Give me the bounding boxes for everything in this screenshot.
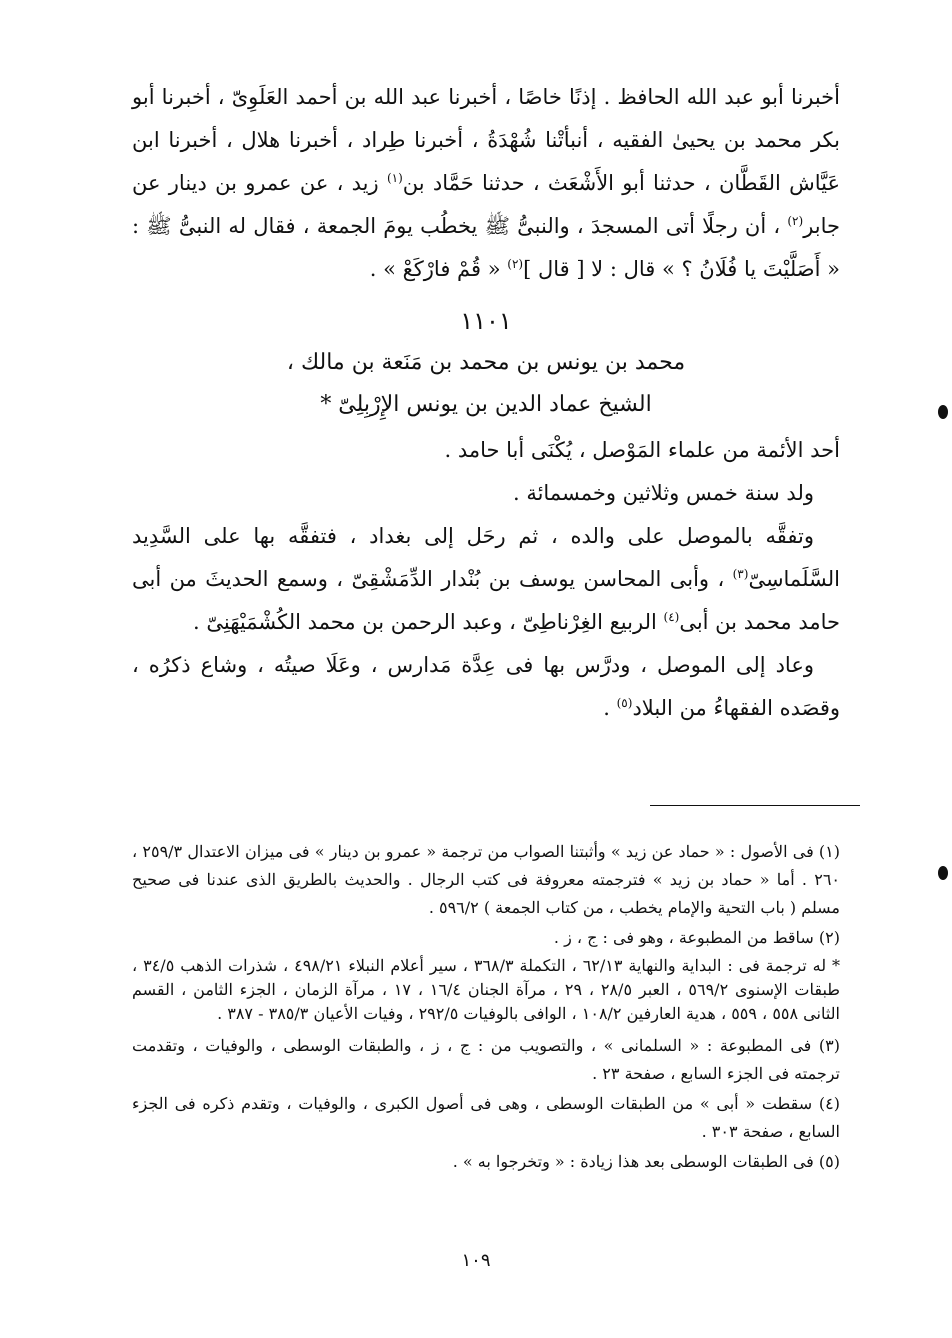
text-span: ، وأبى المحاسن يوسف بن بُنْدار الدِّمَشْقِىّ ، وسمع الحديثَ من أبى حامد محمد بن أبى	[132, 567, 840, 634]
entry-title: الشيخ عماد الدين بن يونس الإِرْبِلِىّ *	[320, 392, 652, 417]
hadith-paragraph	[132, 76, 840, 291]
footnote-5: (٥) فى الطبقات الوسطى بعد هذا زيادة : « وتخرجوا به » .	[452, 1152, 840, 1171]
footnote-divider	[650, 805, 860, 806]
footnote-ref: (٢)	[507, 257, 524, 271]
text-span: .	[603, 696, 617, 720]
entry-number: ١١٠١	[460, 307, 512, 335]
text-span: « قُمْ فارْكَعْ » .	[369, 257, 508, 281]
text-span: وتفقَّه بالموصل على والده ، ثم رحَل إلى بغداد ، فتفقَّه بها على السَّدِيد السَّلَماسِىّ	[132, 524, 840, 591]
footnote-ref: (٥)	[616, 696, 633, 710]
scan-mark	[938, 405, 948, 419]
bio-line: أحد الأئمة من علماء المَوْصل ، يُكْنَى أبا حامد .	[444, 438, 840, 462]
text-span: وعاد إلى الموصل ، ودرَّس بها فى عِدَّة مَدارس ، وعَلَا صيتُه ، وشاع ذكرُه ، وقصَده الفقهاءُ من البلاد	[132, 653, 840, 720]
footnote-ref: (٤)	[663, 610, 680, 624]
footnote-2: (٢) ساقط من المطبوعة ، وهو فى : ج ، ز .	[553, 928, 840, 947]
scan-mark	[938, 866, 948, 880]
footnote-3: (٣) فى المطبوعة : « السلمانى » ، والتصويب من : ج ، ز ، والطبقات الوسطى ، والوفيات ، وتقدمت ترجمته فى الجزء السابع ، صفحة ٢٣ .	[132, 1036, 840, 1083]
page-number: ١٠٩	[461, 1250, 491, 1271]
entry-name: محمد بن يونس بن محمد بن مَنَعة بن مالك ،	[286, 350, 686, 375]
footnote-1: (١) فى الأصول : « حماد عن زيد » وأثبتنا الصواب من ترجمة « عمرو بن دينار » فى ميزان الاعتدال ٢٥٩/٣ ، ٢٦٠ . أما « حماد بن زيد » فترجمته معروفة فى كتب الرجال . والحديث بالطريق الذى عندنا فى صحيح مسلم ( باب التحية والإمام يخطب ، من كتاب الجمعة ) ٥٩٦/٢ .	[132, 842, 841, 917]
text-span: ، أن رجلًا أتى المسجدَ ، والنبىُّ ﷺ يخطُب يومَ الجمعة ، فقال له النبىُّ ﷺ : « أَصَلَّيْتَ يا فُلَانُ ؟ » قال : لا [ قال ]	[132, 214, 840, 281]
main-text	[132, 76, 840, 730]
text-span: زيد ، عن عمرو بن دينار عن جابر	[132, 171, 840, 238]
birth-line: ولد سنة خمس وثلاثين وخمسمائة .	[512, 481, 814, 505]
text-span: أخبرنا أبو عبد الله الحافظ . إذنًا خاصًا ، أخبرنا عبد الله بن أحمد العَلَوِىّ ، أخبرنا أبو بكر محمد بن يحيىٰ الفقيه ، أنبأتْنا شُهْدَةُ ، أخبرنا طِراد ، أخبرنا هلال ، أخبرنا ابن عَيَّاش القَطَّان ، حدثنا أبو الأَشْعَث ، حدثنا حَمَّاد بن	[132, 85, 840, 195]
footnote-sources: * له ترجمة فى : البداية والنهاية ٦٢/١٣ ، التكملة ٣٦٨/٣ ، سير أعلام النبلاء ٤٩٨/٢١ ، شذرات الذهب ٣٤/٥ ، طبقات الإسنوى ٥٦٩/٢ ، العبر ٢٨/٥ ، ٢٩ ، مرآة الجنان ١٦/٤ ، ١٧ ، مرآة الزمان ، الجزء الثامن ، القسم الثانى ٥٥٨ ، ٥٥٩ ، هدية العارفين ١٠٨/٢ ، الوافى بالوفيات ٢٩٢/٥ ، وفيات الأعيان ٣٨٥/٣ - ٣٨٧ .	[132, 956, 841, 1023]
footnote-ref: (٣)	[732, 567, 749, 581]
footnotes	[132, 838, 840, 1178]
footnote-4: (٤) سقطت « أبى » من الطبقات الوسطى ، وهى فى أصول الكبرى ، والوفيات ، وتقدم ذكره فى الجزء السابع ، صفحة ٣٠٣ .	[132, 1094, 840, 1141]
return-paragraph	[132, 644, 840, 730]
footnote-ref: (٢)	[787, 214, 804, 228]
study-paragraph	[132, 515, 840, 644]
text-span: الربيع الغِرْناطِىّ ، وعبد الرحمن بن محمد الكُشْمَيْهَنِىّ .	[193, 610, 664, 634]
footnote-ref: (١)	[386, 171, 403, 185]
